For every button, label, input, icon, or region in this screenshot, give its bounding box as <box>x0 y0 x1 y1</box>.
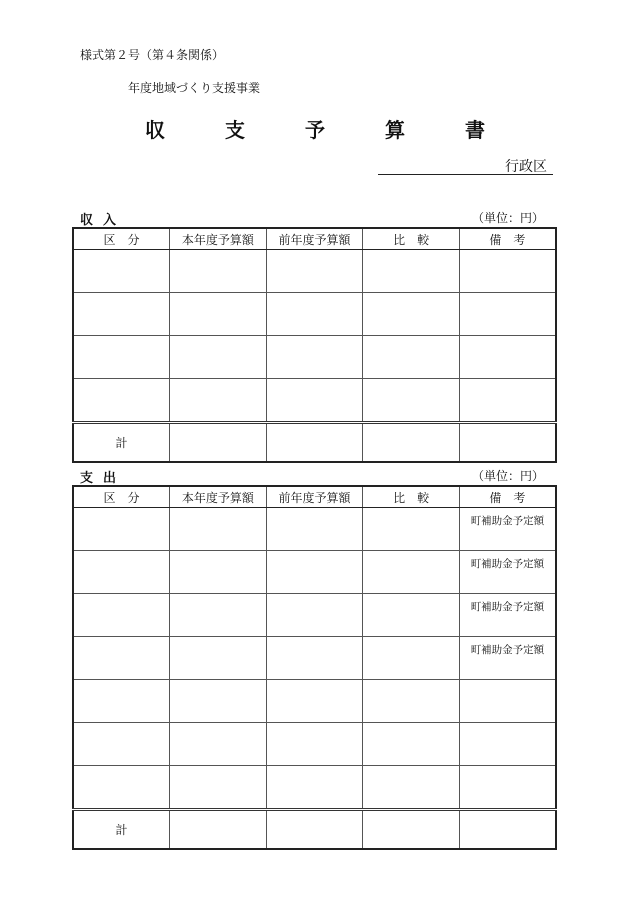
table-cell[interactable] <box>73 594 170 637</box>
table-cell[interactable] <box>170 293 267 336</box>
table-cell[interactable] <box>363 766 460 810</box>
table-row <box>73 680 556 723</box>
table-cell[interactable] <box>363 594 460 637</box>
remarks-cell[interactable]: 町補助金予定額 <box>459 551 556 594</box>
document-title: 収 支 予 算 書 <box>145 118 505 142</box>
table-cell[interactable] <box>363 508 460 551</box>
table-cell[interactable] <box>266 508 363 551</box>
table-cell[interactable] <box>266 551 363 594</box>
table-cell[interactable] <box>170 637 267 680</box>
table-cell[interactable] <box>459 336 556 379</box>
table-cell[interactable] <box>170 336 267 379</box>
expense-table <box>72 485 557 850</box>
column-header-comparison: 比 較 <box>363 486 460 508</box>
expense-section-label: 支出 <box>80 471 127 486</box>
table-cell[interactable] <box>266 680 363 723</box>
table-cell[interactable] <box>73 336 170 379</box>
expense-header-row <box>73 486 556 508</box>
table-cell[interactable] <box>363 336 460 379</box>
table-row <box>73 551 556 594</box>
column-header-previous-budget: 前年度予算額 <box>266 228 363 250</box>
table-cell[interactable] <box>170 250 267 293</box>
table-cell[interactable] <box>266 250 363 293</box>
column-header-current-budget: 本年度予算額 <box>170 228 267 250</box>
table-row <box>73 336 556 379</box>
table-cell[interactable] <box>363 379 460 423</box>
table-cell[interactable] <box>73 379 170 423</box>
table-cell[interactable] <box>73 508 170 551</box>
table-cell[interactable] <box>170 766 267 810</box>
table-row <box>73 508 556 551</box>
table-cell[interactable] <box>459 379 556 423</box>
table-row <box>73 766 556 810</box>
table-cell[interactable] <box>459 250 556 293</box>
document-subtitle: 年度地域づくり支援事業 <box>128 81 261 95</box>
remarks-cell[interactable] <box>459 680 556 723</box>
remarks-cell[interactable] <box>459 723 556 766</box>
table-cell[interactable] <box>73 250 170 293</box>
table-cell[interactable] <box>170 594 267 637</box>
table-cell[interactable] <box>266 423 363 463</box>
table-cell[interactable] <box>459 810 556 850</box>
table-row <box>73 637 556 680</box>
table-cell[interactable] <box>459 423 556 463</box>
table-cell[interactable] <box>73 551 170 594</box>
income-table <box>72 227 557 463</box>
table-cell[interactable] <box>363 723 460 766</box>
income-unit-label: （単位：円） <box>472 211 545 225</box>
table-cell[interactable] <box>363 250 460 293</box>
column-header-previous-budget: 前年度予算額 <box>266 486 363 508</box>
table-cell[interactable] <box>363 810 460 850</box>
total-label: 計 <box>73 423 170 463</box>
table-cell[interactable] <box>363 637 460 680</box>
table-cell[interactable] <box>459 293 556 336</box>
table-cell[interactable] <box>266 336 363 379</box>
table-cell[interactable] <box>363 551 460 594</box>
table-cell[interactable] <box>170 423 267 463</box>
total-label: 計 <box>73 810 170 850</box>
table-cell[interactable] <box>363 423 460 463</box>
expense-total-row <box>73 810 556 850</box>
table-cell[interactable] <box>266 723 363 766</box>
table-cell[interactable] <box>363 680 460 723</box>
column-header-current-budget: 本年度予算額 <box>170 486 267 508</box>
table-row <box>73 250 556 293</box>
column-header-comparison: 比 較 <box>363 228 460 250</box>
table-row <box>73 723 556 766</box>
table-cell[interactable] <box>363 293 460 336</box>
table-cell[interactable] <box>266 637 363 680</box>
table-cell[interactable] <box>73 293 170 336</box>
form-number: 様式第２号（第４条関係） <box>80 48 225 62</box>
table-cell[interactable] <box>266 379 363 423</box>
income-header-row <box>73 228 556 250</box>
table-cell[interactable] <box>170 810 267 850</box>
income-section-label: 収入 <box>80 213 127 228</box>
table-cell[interactable] <box>73 680 170 723</box>
column-header-category: 区 分 <box>73 228 170 250</box>
remarks-cell[interactable]: 町補助金予定額 <box>459 637 556 680</box>
table-cell[interactable] <box>170 508 267 551</box>
column-header-remarks: 備 考 <box>459 486 556 508</box>
table-cell[interactable] <box>170 723 267 766</box>
table-cell[interactable] <box>73 723 170 766</box>
column-header-category: 区 分 <box>73 486 170 508</box>
table-row <box>73 293 556 336</box>
table-cell[interactable] <box>170 680 267 723</box>
table-row <box>73 379 556 423</box>
table-cell[interactable] <box>73 766 170 810</box>
table-cell[interactable] <box>266 810 363 850</box>
table-cell[interactable] <box>170 379 267 423</box>
expense-unit-label: （単位：円） <box>472 469 545 483</box>
district-label: 行政区 <box>505 159 547 175</box>
income-total-row <box>73 423 556 463</box>
table-cell[interactable] <box>170 551 267 594</box>
table-row <box>73 594 556 637</box>
column-header-remarks: 備 考 <box>459 228 556 250</box>
table-cell[interactable] <box>266 594 363 637</box>
remarks-cell[interactable]: 町補助金予定額 <box>459 508 556 551</box>
table-cell[interactable] <box>266 766 363 810</box>
remarks-cell[interactable]: 町補助金予定額 <box>459 594 556 637</box>
table-cell[interactable] <box>73 637 170 680</box>
table-cell[interactable] <box>266 293 363 336</box>
remarks-cell[interactable] <box>459 766 556 810</box>
